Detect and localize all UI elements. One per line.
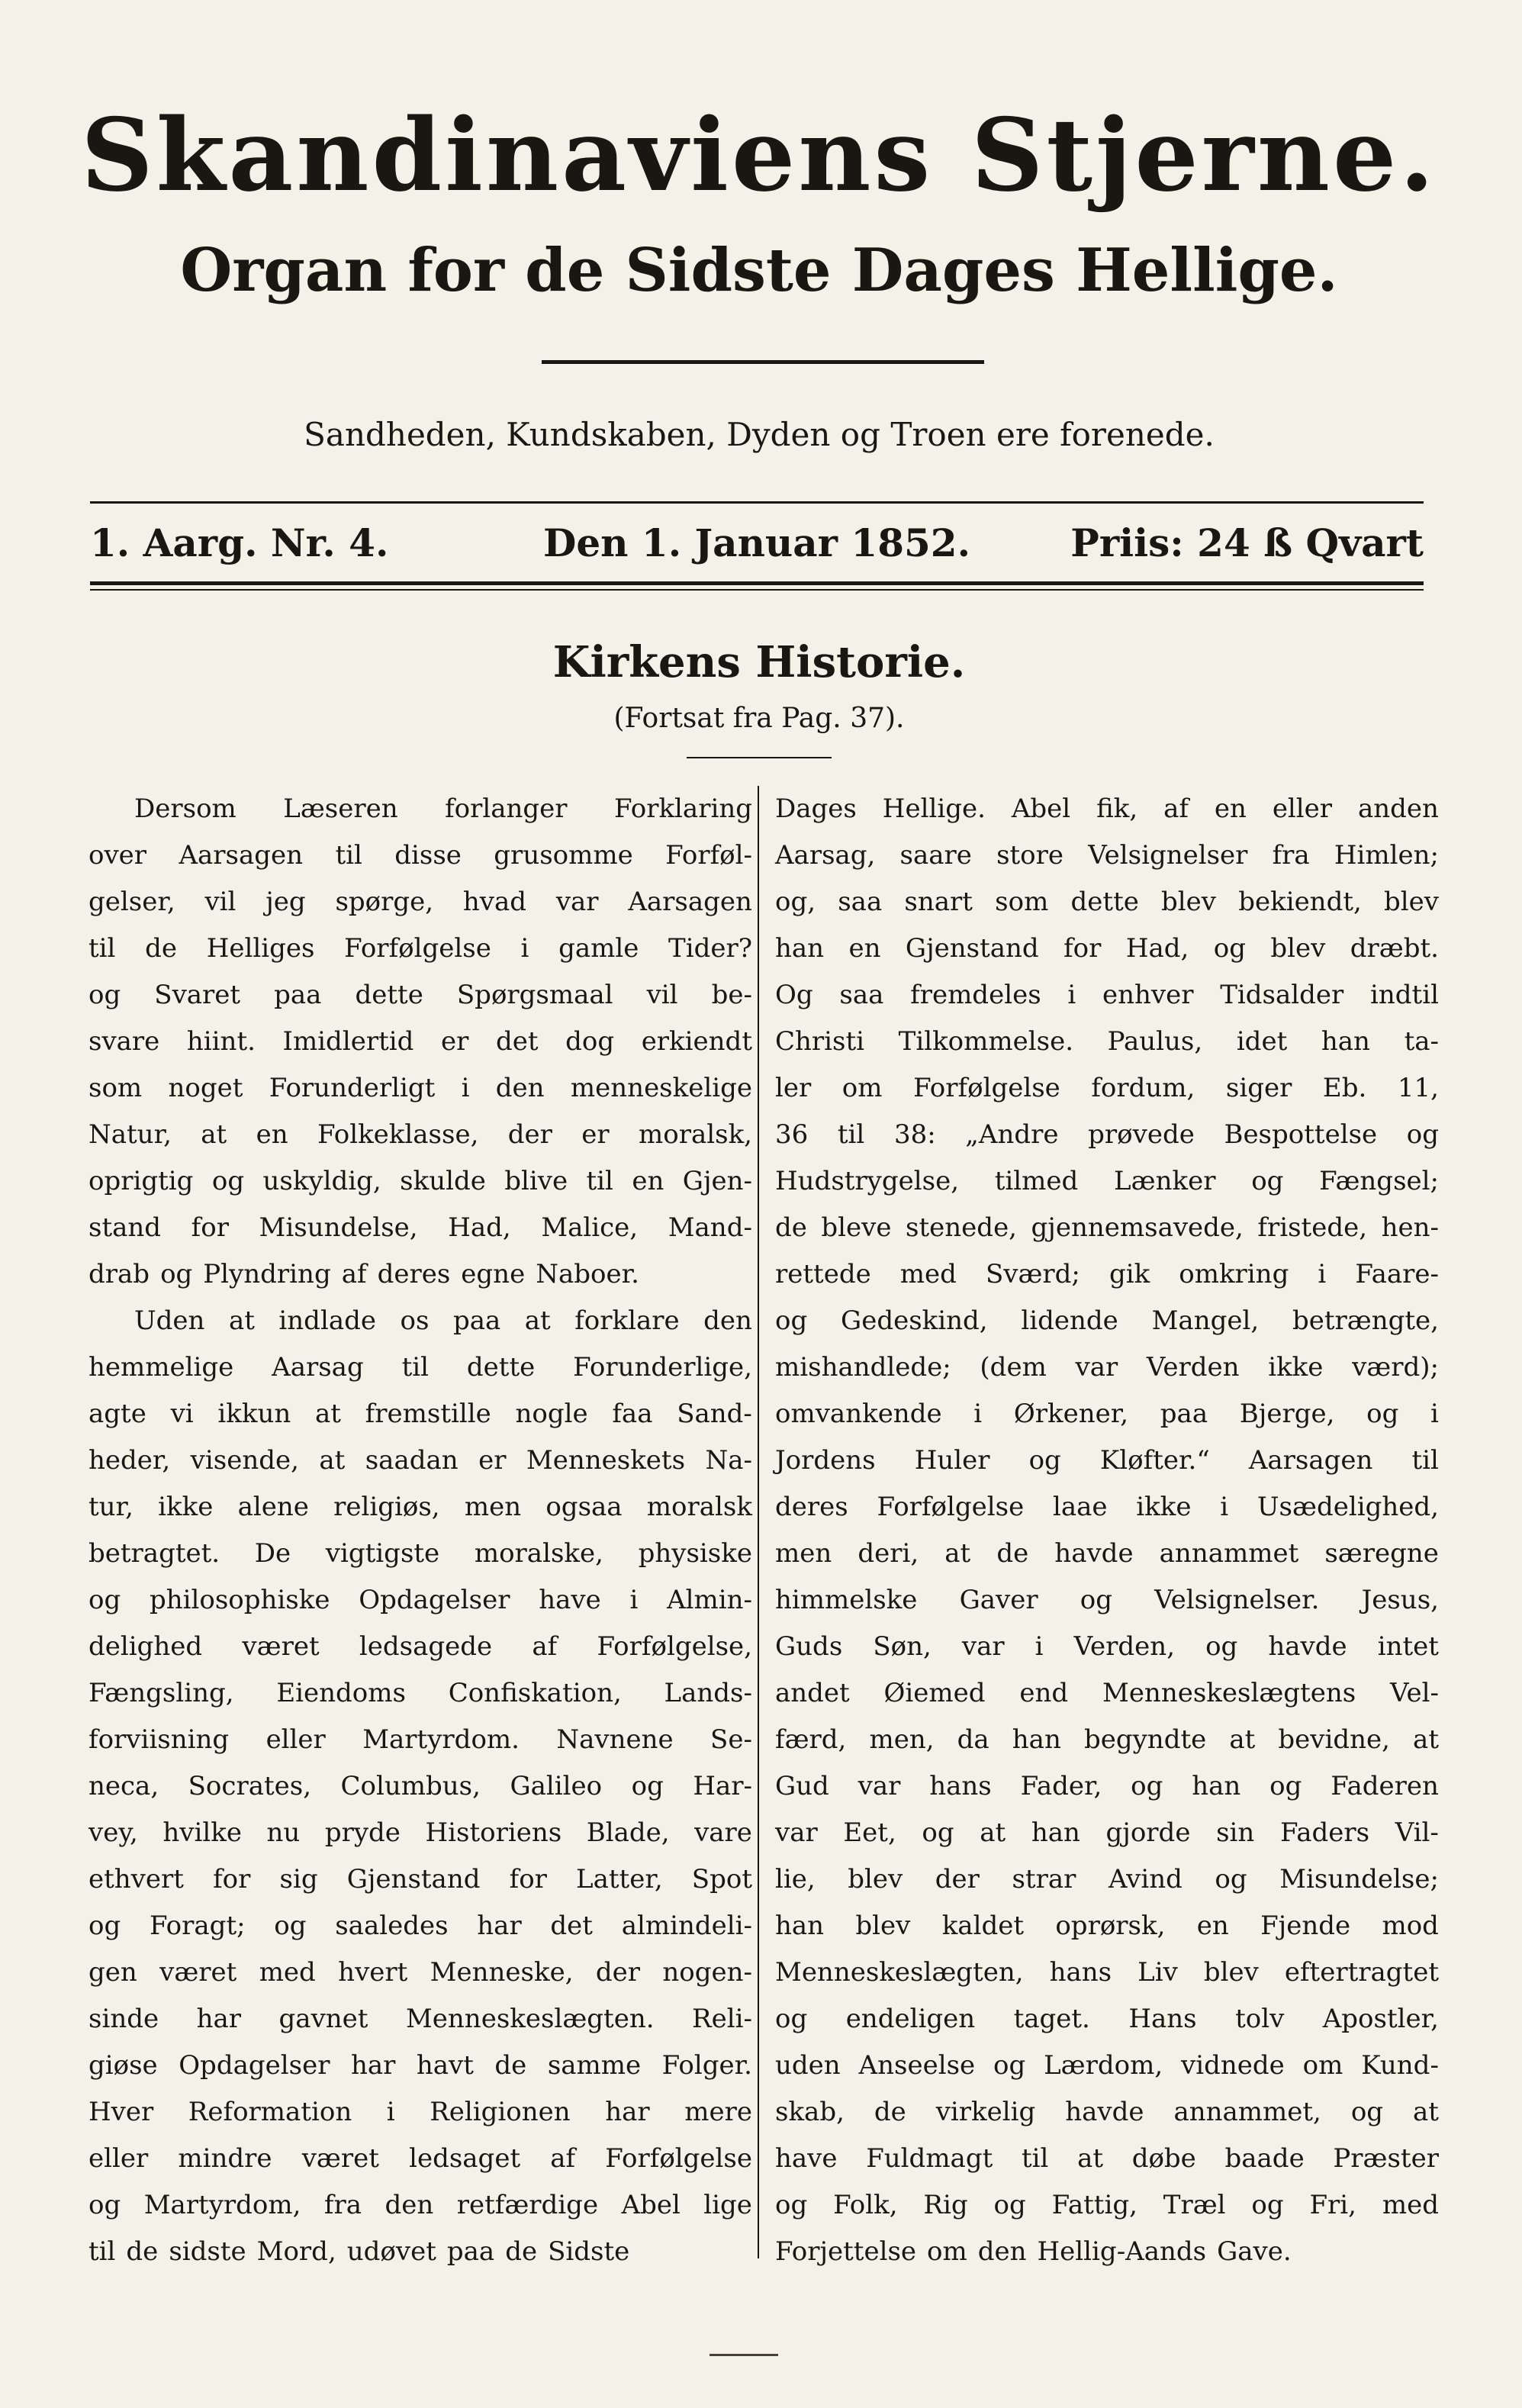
text-line: Dages Hellige. Abel fik, af en eller anden [775,794,1439,824]
text-line: han blev kaldet oprørsk, en Fjende mod [775,1911,1439,1941]
masthead-subtitle: Organ for de Sidste Dages Hellige. [180,236,1338,305]
text-line: lie, blev der strar Avind og Misundelse; [775,1864,1439,1895]
text-line: uden Anseelse og Lærdom, vidnede om Kund- [775,2050,1439,2081]
text-line: færd, men, da han begyndte at bevidne, at [775,1724,1439,1755]
text-line: Uden at indlade os paa at forklare den [134,1305,752,1336]
text-line: og, saa snart som dette blev bekiendt, blev [775,887,1439,917]
article-continued-note: (Fortsat fra Pag. 37). [613,703,905,734]
text-line: over Aarsagen til disse grusomme Forføl- [88,840,752,871]
issue-line [90,513,1424,574]
left-column [88,786,752,2275]
text-line: Fængsling, Eiendoms Confiskation, Lands- [88,1678,752,1708]
text-line: var Eet, og at han gjorde sin Faders Vil- [775,1817,1439,1848]
right-column [775,786,1439,2275]
text-line: og Svaret paa dette Spørgsmaal vil be- [88,980,752,1010]
text-line: andet Øiemed end Menneskeslægtens Vel- [775,1678,1439,1708]
text-line: og Foragt; og saaledes har det almindeli- [88,1911,752,1941]
text-line: have Fuldmagt til at døbe baade Præster [775,2143,1439,2174]
text-line: og philosophiske Opdagelser have i Almin- [88,1585,752,1615]
page-footer-mark [710,2354,778,2356]
text-line: betragtet. De vigtigste moralske, physiske [88,1538,752,1569]
text-line: Christi Tilkommelse. Paulus, idet han ta- [775,1026,1439,1057]
text-line: eller mindre været ledsaget af Forfølgelse [88,2143,752,2174]
text-line: drab og Plyndring af deres egne Naboer. [88,1259,639,1289]
text-line: delighed været ledsagede af Forfølgelse, [88,1631,752,1662]
issue-number: 1. Aarg. Nr. 4. [90,520,389,565]
text-line: skab, de virkelig havde annammet, og at [775,2097,1439,2127]
masthead-motto: Sandheden, Kundskaben, Dyden og Troen ere forenede. [304,416,1215,453]
issue-rule-bottom [90,581,1424,585]
text-line: himmelske Gaver og Velsignelser. Jesus, [775,1585,1439,1615]
text-line: Forjettelse om den Hellig-Aands Gave. [775,2236,1292,2267]
text-line: til de Helliges Forfølgelse i gamle Tider? [88,933,752,964]
text-line: ler om Forfølgelse fordum, siger Eb. 11, [775,1073,1439,1103]
text-line: Natur, at en Folkeklasse, der er moralsk, [88,1119,752,1150]
text-line: Hver Reformation i Religionen har mere [88,2097,752,2127]
text-line: omvankende i Ørkener, paa Bjerge, og i [775,1399,1439,1429]
text-line: 36 til 38: „Andre prøvede Bespottelse og [775,1119,1439,1150]
text-line: og Martyrdom, fra den retfærdige Abel lige [88,2190,752,2220]
article-rule [687,757,832,758]
text-line: sinde har gavnet Menneskeslægten. Reli- [88,2004,752,2034]
text-line: til de sidste Mord, udøvet paa de Sidste [88,2236,630,2267]
text-line: gen været med hvert Menneske, der nogen- [88,1957,752,1988]
text-line: Menneskeslægten, hans Liv blev eftertragtet [775,1957,1439,1988]
text-line: Guds Søn, var i Verden, og havde intet [775,1631,1439,1662]
text-line: de bleve stenede, gjennemsavede, fristede, hen- [775,1212,1439,1243]
text-line: heder, visende, at saadan er Menneskets Na- [88,1445,752,1476]
text-line: forviisning eller Martyrdom. Navnene Se- [88,1724,752,1755]
text-line: oprigtig og uskyldig, skulde blive til en Gjen- [88,1166,752,1196]
text-line: tur, ikke alene religiøs, men ogsaa moralsk [88,1492,752,1522]
text-line: rettede med Sværd; gik omkring i Faare- [775,1259,1439,1289]
text-line: stand for Misundelse, Had, Malice, Mand- [88,1212,752,1243]
text-line: deres Forfølgelse laae ikke i Usædelighed, [775,1492,1439,1522]
text-line: neca, Socrates, Columbus, Galileo og Har- [88,1771,752,1801]
text-line: og Gedeskind, lidende Mangel, betrængte, [775,1305,1439,1336]
text-line: hemmelige Aarsag til dette Forunderlige, [88,1352,752,1383]
text-line: mishandlede; (dem var Verden ikke værd); [775,1352,1439,1383]
text-line: men deri, at de havde annammet særegne [775,1538,1439,1569]
text-line: som noget Forunderligt i den menneskelige [88,1073,752,1103]
masthead-title: Skandinaviens Stjerne. [81,96,1437,214]
text-line: og Folk, Rig og Fattig, Træl og Fri, med [775,2190,1439,2220]
text-line: Hudstrygelse, tilmed Lænker og Fængsel; [775,1166,1439,1196]
issue-rule-top [90,501,1424,504]
masthead-rule [542,360,984,364]
issue-rule-bottom-thin [90,589,1424,591]
text-line: Aarsag, saare store Velsignelser fra Himlen; [775,840,1439,871]
text-line: gelser, vil jeg spørge, hvad var Aarsagen [88,887,752,917]
text-line: vey, hvilke nu pryde Historiens Blade, vare [88,1817,752,1848]
text-line: Gud var hans Fader, og han og Faderen [775,1771,1439,1801]
text-line: svare hiint. Imidlertid er det dog erkiendt [88,1026,752,1057]
article-title: Kirkens Historie. [552,637,966,687]
issue-price: Priis: 24 ß Qvart [1070,520,1424,565]
column-divider [758,786,759,2258]
text-line: Jordens Huler og Kløfter.“ Aarsagen til [775,1445,1439,1476]
issue-date: Den 1. Januar 1852. [542,520,970,565]
text-line: og endeligen taget. Hans tolv Apostler, [775,2004,1439,2034]
text-line: Dersom Læseren forlanger Forklaring [134,794,752,824]
text-line: Og saa fremdeles i enhver Tidsalder indtil [775,980,1439,1010]
text-line: giøse Opdagelser har havt de samme Folger. [88,2050,752,2081]
text-line: agte vi ikkun at fremstille nogle faa Sand- [88,1399,752,1429]
text-line: ethvert for sig Gjenstand for Latter, Spot [88,1864,752,1895]
text-line: han en Gjenstand for Had, og blev dræbt. [775,933,1439,964]
